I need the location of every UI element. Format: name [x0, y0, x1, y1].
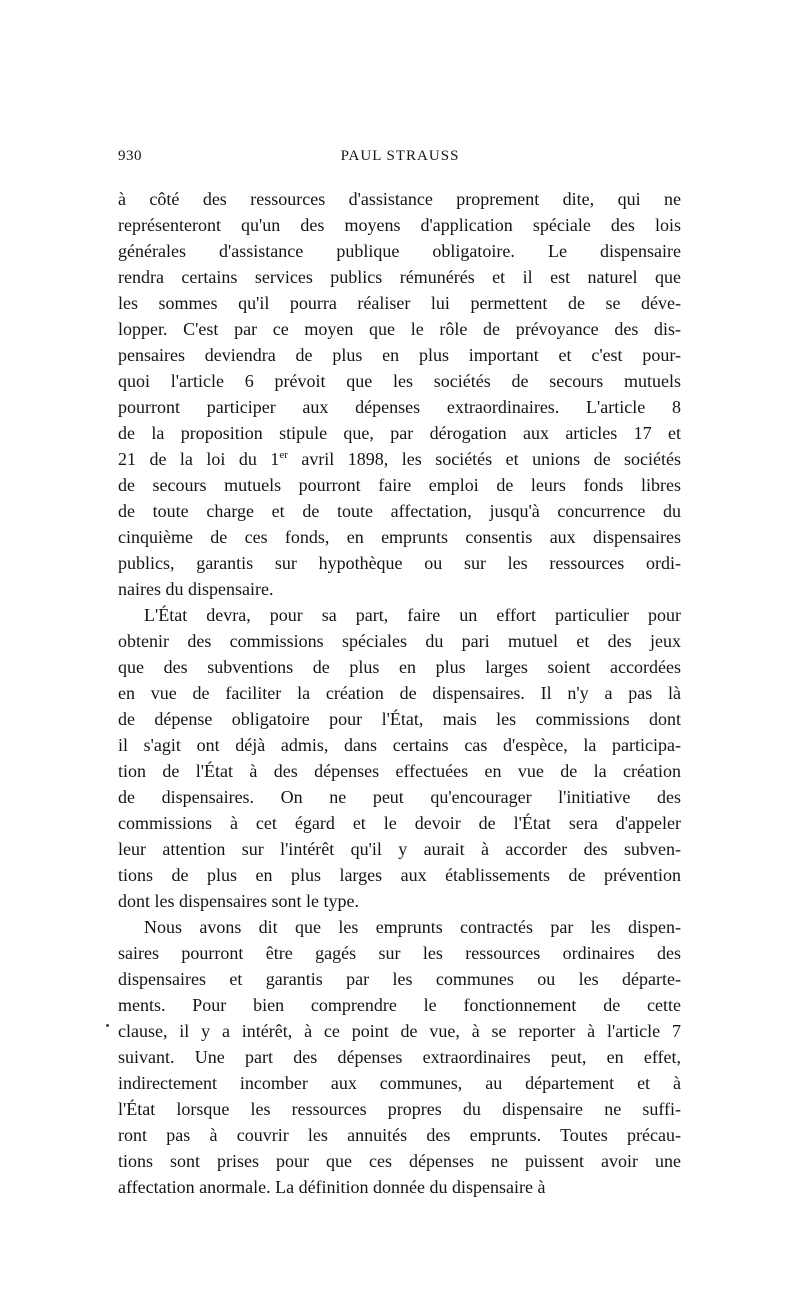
running-head: PAUL STRAUSS	[340, 148, 460, 164]
text-line: affectation anormale. La définition donnée du dispensaire à	[118, 1177, 546, 1197]
text-line: de la proposition stipule que, par dérogation aux articles 17 et	[118, 423, 681, 443]
text-line: de toute charge et de toute affectation, jusqu'à concurrence du	[118, 501, 681, 521]
text-line: tion de l'État à des dépenses effectuées en vue de la création	[118, 761, 681, 781]
text-line: suivant. Une part des dépenses extraordinaires peut, en effet,	[118, 1047, 681, 1067]
text-line: pensaires deviendra de plus en plus important et c'est pour-	[118, 345, 681, 365]
text-line: L'État devra, pour sa part, faire un effort particulier pour	[144, 605, 681, 625]
page-header	[118, 148, 682, 172]
text-line: leur attention sur l'intérêt qu'il y aurait à accorder des subven-	[118, 839, 681, 859]
text-line: 21 de la loi du 1er avril 1898, les sociétés et unions de sociétés	[118, 449, 681, 469]
text-line: générales d'assistance publique obligatoire. Le dispensaire	[118, 241, 681, 261]
text-line: cinquième de ces fonds, en emprunts consentis aux dispensaires	[118, 527, 681, 547]
text-line: commissions à cet égard et le devoir de l'État sera d'appeler	[118, 813, 681, 833]
text-line: lopper. C'est par ce moyen que le rôle de prévoyance des dis-	[118, 319, 681, 339]
text-line: de dépense obligatoire pour l'État, mais les commissions dont	[118, 709, 681, 729]
paragraph	[118, 914, 681, 1200]
text-line: pourront participer aux dépenses extraordinaires. L'article 8	[118, 397, 681, 417]
body-text	[118, 186, 681, 1200]
text-line: dispensaires et garantis par les communes ou les départe-	[118, 969, 681, 989]
paragraph	[118, 186, 681, 602]
text-line: publics, garantis sur hypothèque ou sur les ressources ordi-	[118, 553, 681, 573]
text-line: en vue de faciliter la création de dispensaires. Il n'y a pas là	[118, 683, 681, 703]
text-line: dont les dispensaires sont le type.	[118, 891, 359, 911]
text-line: à côté des ressources d'assistance proprement dite, qui ne	[118, 189, 681, 209]
margin-mark	[106, 1024, 109, 1027]
text-line: indirectement incomber aux communes, au département et à	[118, 1073, 681, 1093]
text-line: que des subventions de plus en plus larges soient accordées	[118, 657, 681, 677]
text-line: il s'agit ont déjà admis, dans certains cas d'espèce, la participa-	[118, 735, 681, 755]
text-line: naires du dispensaire.	[118, 579, 274, 599]
text-line: tions sont prises pour que ces dépenses ne puissent avoir une	[118, 1151, 681, 1171]
text-line: obtenir des commissions spéciales du pari mutuel et des jeux	[118, 631, 681, 651]
text-line: représenteront qu'un des moyens d'application spéciale des lois	[118, 215, 681, 235]
text-line: ront pas à couvrir les annuités des emprunts. Toutes précau-	[118, 1125, 681, 1145]
text-line: de secours mutuels pourront faire emploi de leurs fonds libres	[118, 475, 681, 495]
text-line: saires pourront être gagés sur les ressources ordinaires des	[118, 943, 681, 963]
page-number: 930	[118, 148, 142, 164]
text-line: de dispensaires. On ne peut qu'encourager l'initiative des	[118, 787, 681, 807]
text-line: ments. Pour bien comprendre le fonctionnement de cette	[118, 995, 681, 1015]
text-line: Nous avons dit que les emprunts contractés par les dispen-	[144, 917, 681, 937]
text-line: rendra certains services publics rémunérés et il est naturel que	[118, 267, 681, 287]
text-line: quoi l'article 6 prévoit que les sociétés de secours mutuels	[118, 371, 681, 391]
text-line: l'État lorsque les ressources propres du dispensaire ne suffi-	[118, 1099, 681, 1119]
paragraph	[118, 602, 681, 914]
text-line: les sommes qu'il pourra réaliser lui permettent de se déve-	[118, 293, 681, 313]
text-line: clause, il y a intérêt, à ce point de vue, à se reporter à l'article 7	[118, 1021, 681, 1041]
text-line: tions de plus en plus larges aux établissements de prévention	[118, 865, 681, 885]
